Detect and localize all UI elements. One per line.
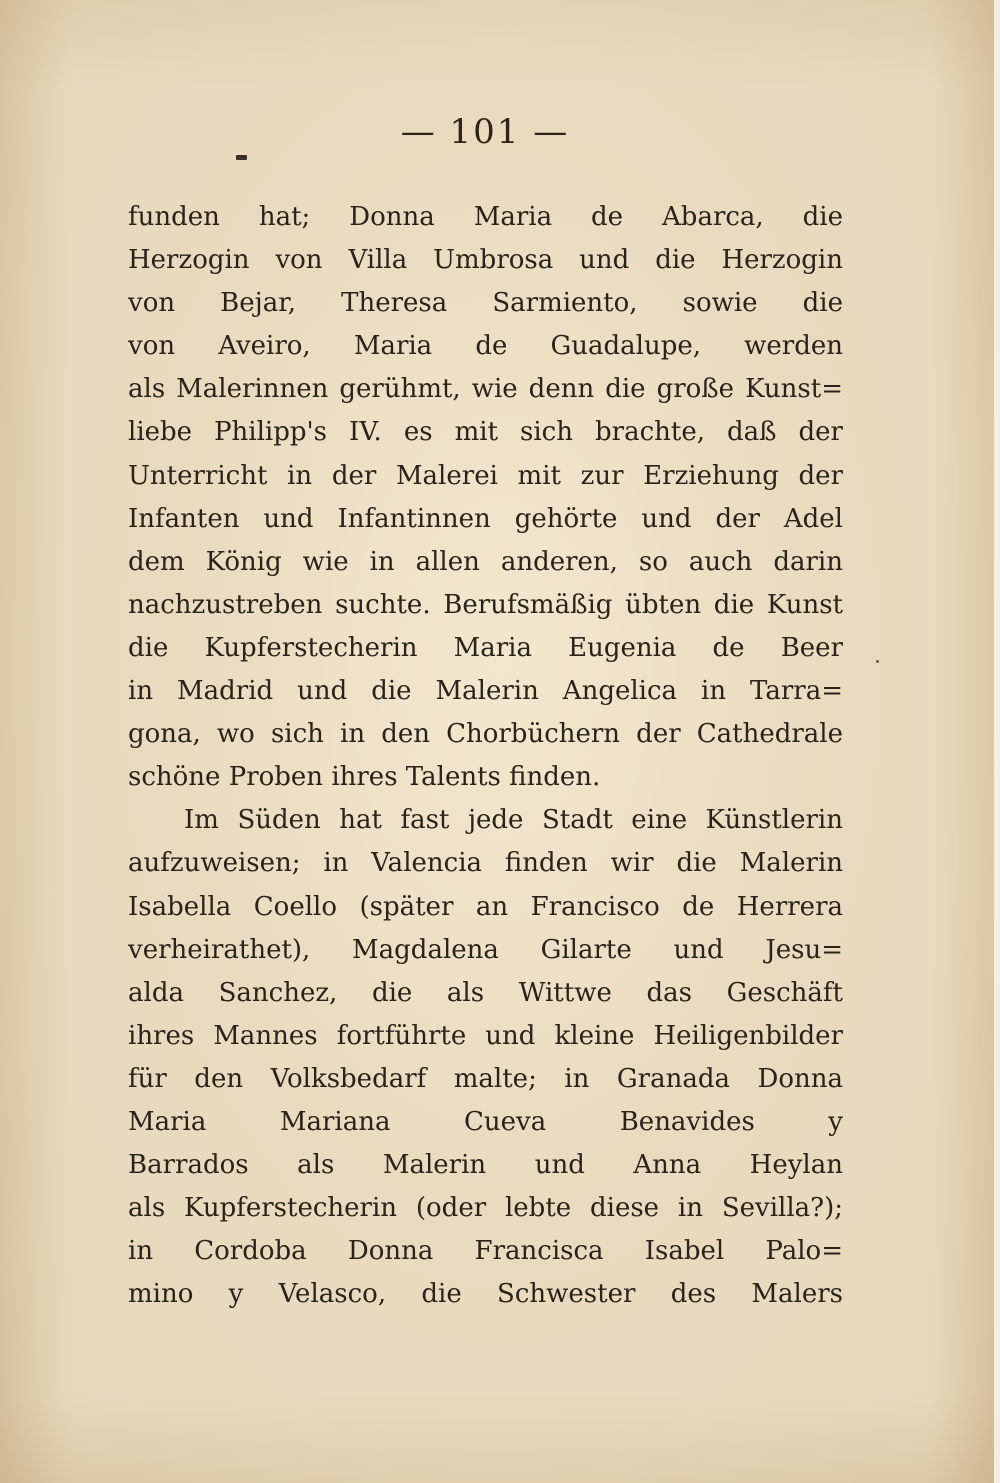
text-line: dem König wie in allen anderen, so auch darin [128,546,843,577]
text-line: Herzogin von Villa Umbrosa und die Herzogin [128,245,843,276]
text-line: von Bejar, Theresa Sarmiento, sowie die [128,288,843,319]
text-line: Isabella Coello (später an Francisco de Herrera [128,891,843,922]
text-line: für den Volksbedarf malte; in Granada Donna [128,1063,843,1094]
text-line: von Aveiro, Maria de Guadalupe, werden [128,331,843,362]
text-line: aufzuweisen; in Valencia finden wir die Malerin [128,848,843,879]
text-line: Unterricht in der Malerei mit zur Erziehung der [128,460,843,491]
text-line-paragraph-start: Im Süden hat fast jede Stadt eine Künstlerin [184,805,843,836]
body-text [128,196,843,1316]
text-line: die Kupferstecherin Maria Eugenia de Beer [128,632,843,663]
text-line: alda Sanchez, die als Wittwe das Geschäft [128,977,843,1008]
text-line-paragraph-end: schöne Proben ihres Talents finden. [128,762,601,793]
text-line: in Cordoba Donna Francisca Isabel Palo= [128,1236,843,1267]
ink-mark [236,155,247,160]
ink-speck [876,660,879,663]
text-line: als Malerinnen gerühmt, wie denn die große Kunst= [128,374,843,405]
text-line: Infanten und Infantinnen gehörte und der Adel [128,503,843,534]
text-line: in Madrid und die Malerin Angelica in Tarra= [128,676,843,707]
text-line: nachzustreben suchte. Berufsmäßig übten die Kunst [128,589,843,620]
text-line: mino y Velasco, die Schwester des Malers [128,1279,843,1310]
text-line: gona, wo sich in den Chorbüchern der Cathedrale [128,719,843,750]
text-line: als Kupferstecherin (oder lebte diese in Sevilla?); [128,1193,843,1224]
text-line: funden hat; Donna Maria de Abarca, die [128,202,843,232]
text-line: Barrados als Malerin und Anna Heylan [128,1150,843,1181]
text-line: verheirathet), Magdalena Gilarte und Jesu= [128,934,843,965]
text-line: Maria Mariana Cueva Benavides y [128,1106,843,1137]
page-edge [994,0,1000,1483]
text-line: liebe Philipp's IV. es mit sich brachte, daß der [128,417,843,448]
text-line: ihres Mannes fortführte und kleine Heiligenbilder [128,1020,843,1051]
page-number: — 101 — [400,112,570,152]
